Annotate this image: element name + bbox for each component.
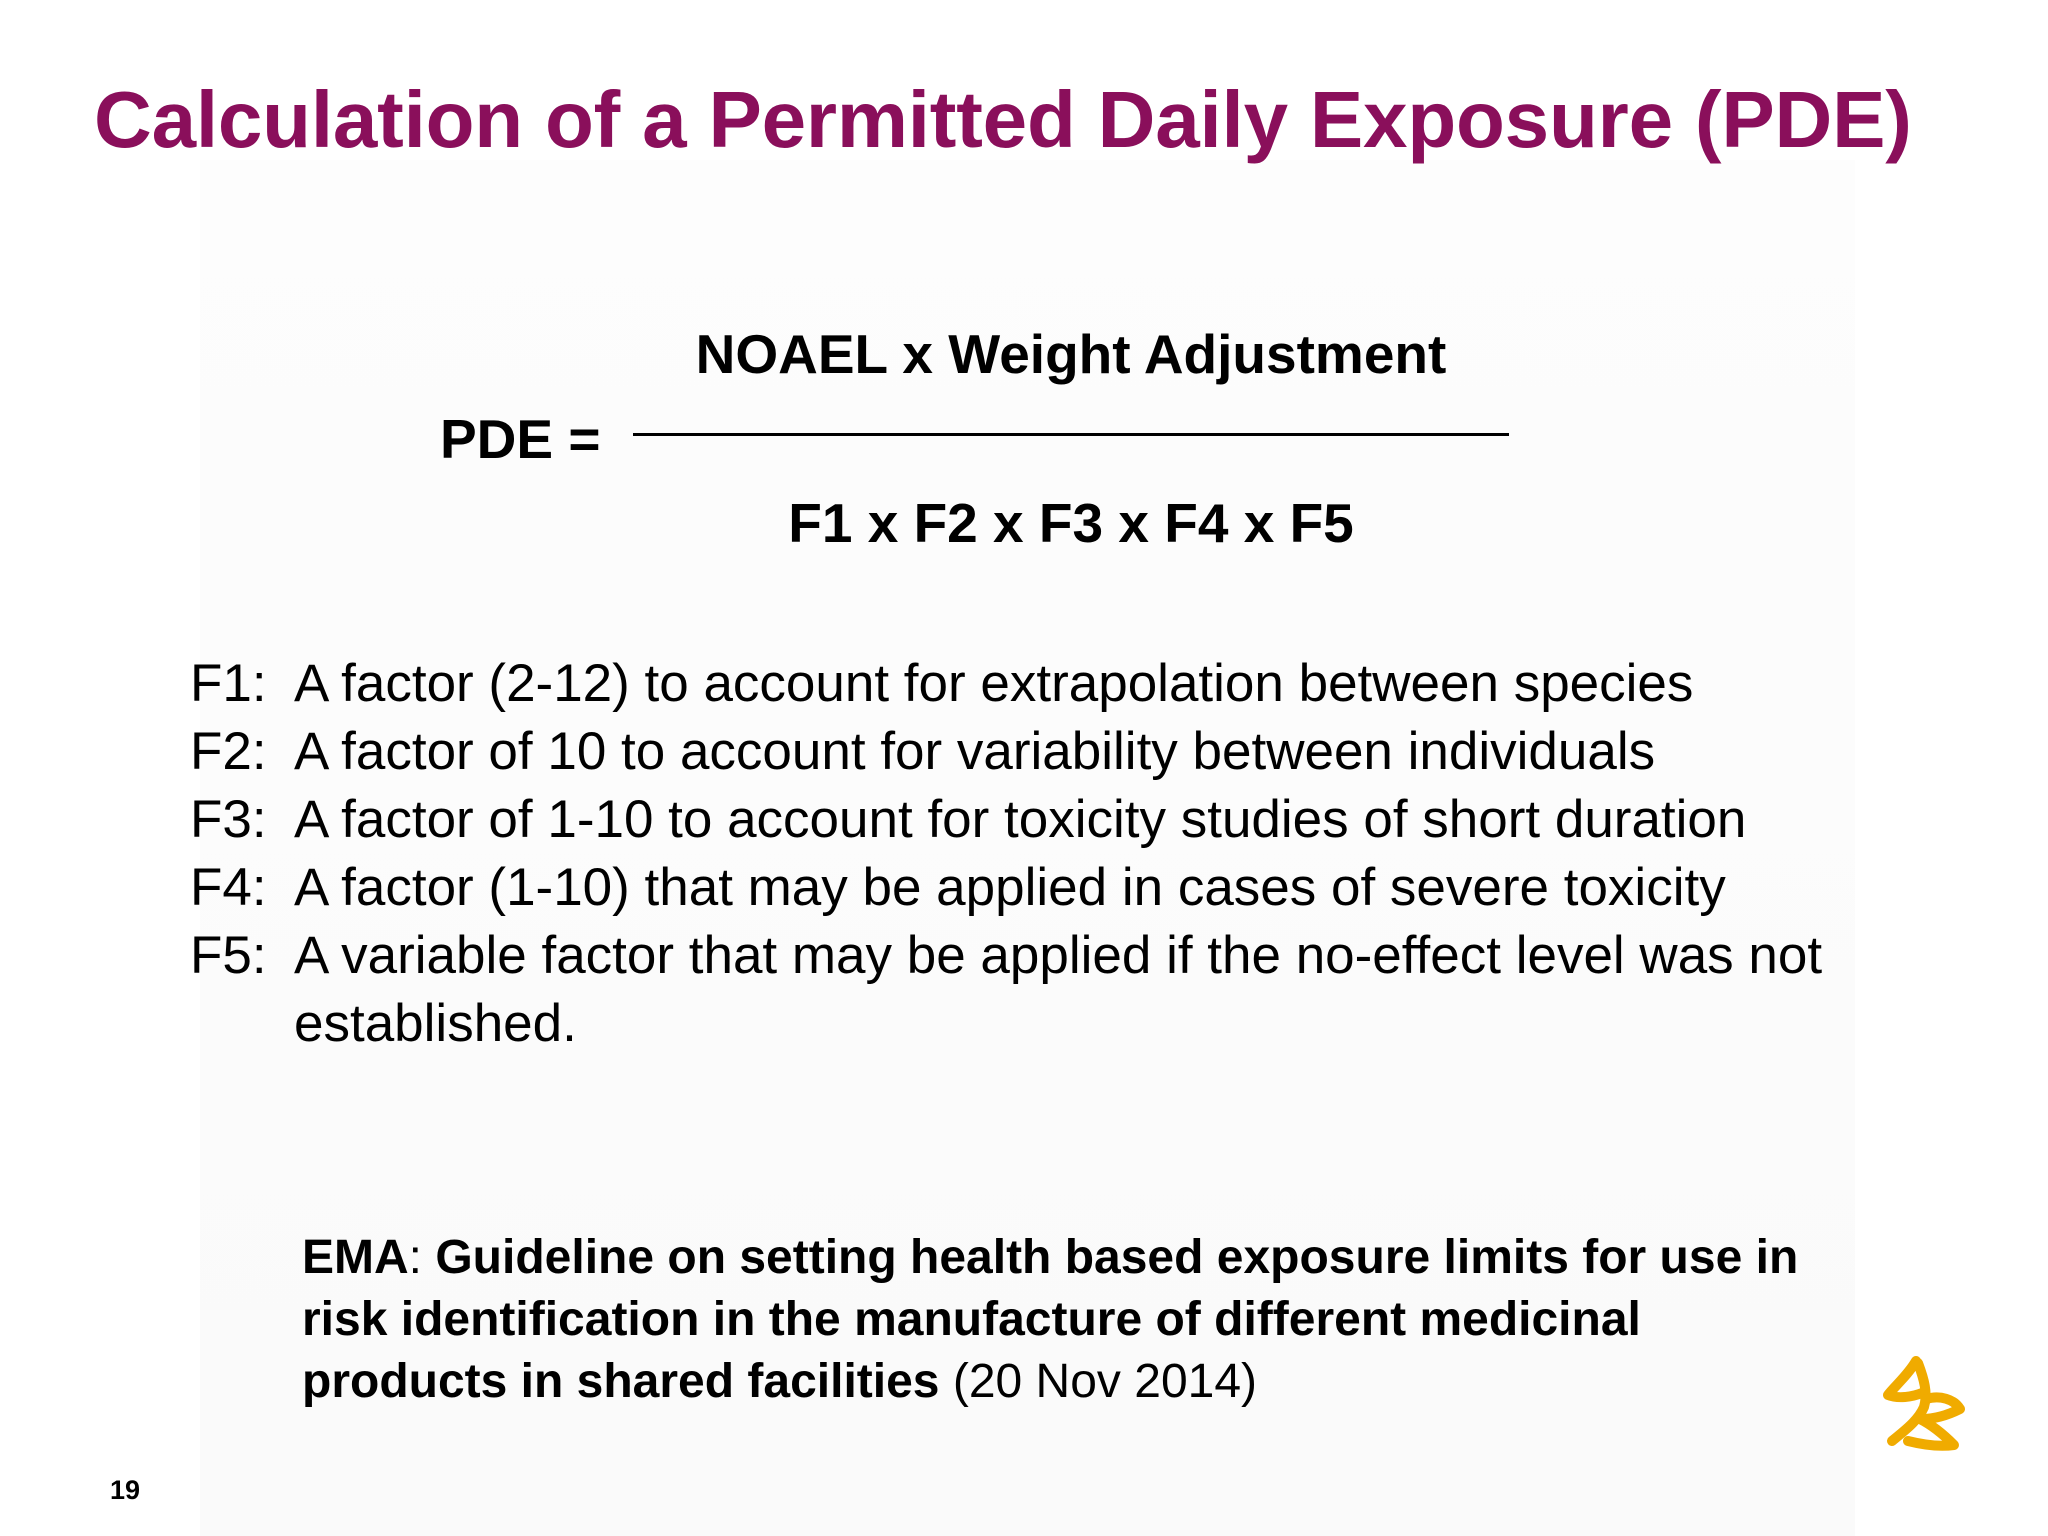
factor-code: F3: [190,790,267,849]
factor-code: F4: [190,858,267,917]
factor-description: A factor (2-12) to account for extrapolation between species [294,654,1694,713]
formula-numerator: NOAEL x Weight Adjustment [695,323,1447,385]
company-logo-icon [1878,1353,1968,1453]
factor-item-f2 [190,718,1890,786]
factor-item-f1 [190,650,1890,718]
reference-citation [302,1227,1802,1413]
factor-code: F1: [190,654,267,713]
reference-date: (20 Nov 2014) [939,1355,1258,1408]
factor-description: A factor of 10 to account for variability between individuals [294,722,1656,781]
reference-separator: : [408,1231,436,1284]
reference-guideline-title: Guideline on setting health based exposure limits for use in risk identification in the manufacture of different medicinal products in shared facilities [302,1231,1799,1408]
formula-denominator: F1 x F2 x F3 x F4 x F5 [788,492,1354,554]
factor-item-f3 [190,786,1890,854]
fraction-bar [633,433,1509,436]
factor-code: F5: [190,926,267,985]
factor-item-f5 [190,922,1890,1058]
factor-description: A factor (1-10) that may be applied in cases of severe toxicity [294,858,1726,917]
reference-agency: EMA [302,1231,409,1284]
slide-title: Calculation of a Permitted Daily Exposure (PDE) [94,75,1912,164]
factor-description: A variable factor that may be applied if the no-effect level was not established. [294,926,1823,1053]
factor-description: A factor of 1-10 to account for toxicity studies of short duration [294,790,1747,849]
formula-lhs: PDE = [440,408,601,470]
factor-code: F2: [190,722,267,781]
factor-item-f4 [190,854,1890,922]
page-number: 19 [110,1475,141,1505]
factor-list [190,650,1890,1058]
